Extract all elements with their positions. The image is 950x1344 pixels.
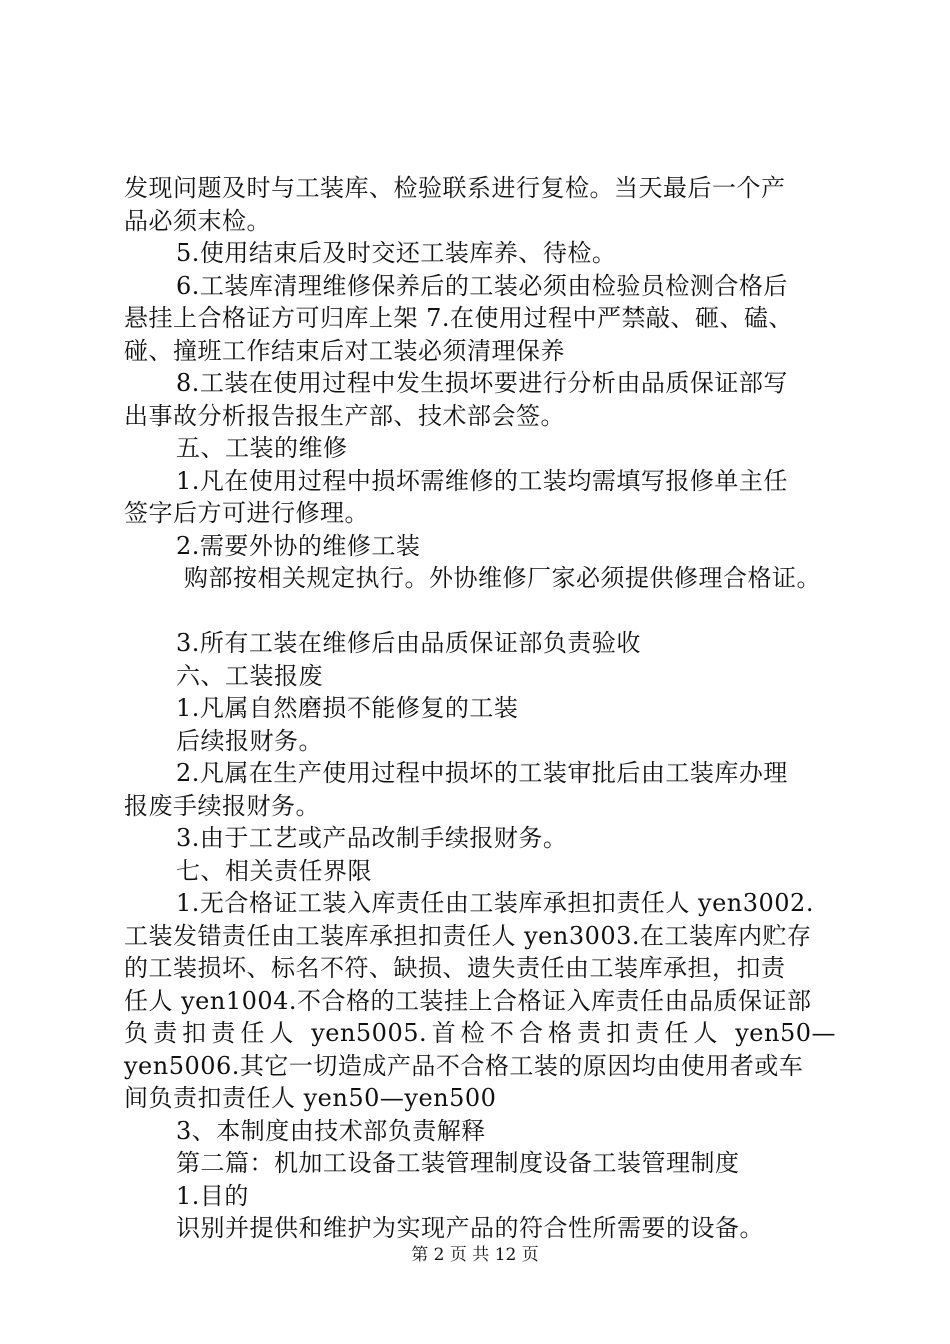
paragraph-line: 后续报财务。 xyxy=(176,726,323,755)
paragraph-line: 1.无合格证工装入库责任由工装库承担扣责任人 yen3002. xyxy=(176,889,814,917)
paragraph-line: 1.凡在使用过程中损坏需维修的工装均需填写报修单主任 xyxy=(176,466,788,495)
paragraph-line: yen5006.其它一切造成产品不合格工装的原因均由使用者或车 xyxy=(124,1051,804,1080)
paragraph-line: 碰、撞班工作结束后对工装必须清理保养 xyxy=(124,336,565,365)
paragraph-line: 3.所有工装在维修后由品质保证部负责验收 xyxy=(176,629,641,657)
page-number-footer: 第 2 页 共 12 页 xyxy=(411,1245,539,1265)
paragraph-line: 品必须末检。 xyxy=(124,206,271,235)
chapter-heading: 第二篇：机加工设备工装管理制度设备工装管理制度 xyxy=(176,1149,740,1177)
paragraph-line: 间负责扣责任人 yen50—yen500 xyxy=(124,1084,497,1112)
paragraph-line: 负责扣责任人 yen5005.首检不合格责扣责任人 yen50— xyxy=(124,1019,836,1047)
paragraph-line: 发现问题及时与工装库、检验联系进行复检。当天最后一个产 xyxy=(124,174,786,202)
paragraph-line: 工装发错责任由工装库承担扣责任人 yen3003.在工装库内贮存 xyxy=(124,921,812,950)
paragraph-line: 的工装损坏、标名不符、缺损、遗失责任由工装库承担，扣责 xyxy=(124,954,786,982)
section-heading: 七、相关责任界限 xyxy=(176,856,372,885)
section-heading: 六、工装报废 xyxy=(176,661,323,690)
paragraph-line: 5.使用结束后及时交还工装库养、待检。 xyxy=(176,239,617,267)
paragraph-line: 3.由于工艺或产品改制手续报财务。 xyxy=(176,824,568,852)
paragraph-line: 任人 yen1004.不合格的工装挂上合格证入库责任由品质保证部 xyxy=(124,986,812,1015)
paragraph-line: 1.凡属自然磨损不能修复的工装 xyxy=(176,694,519,722)
paragraph-line: 2.凡属在生产使用过程中损坏的工装审批后由工装库办理 xyxy=(176,759,788,787)
paragraph-line: 识别并提供和维护为实现产品的符合性所需要的设备。 xyxy=(176,1214,764,1242)
paragraph-line: 报废手续报财务。 xyxy=(124,791,320,820)
paragraph-line: 签字后方可进行修理。 xyxy=(124,499,369,527)
paragraph-line: 购部按相关规定执行。外协维修厂家必须提供修理合格证。 xyxy=(184,564,821,592)
document-body xyxy=(124,172,836,1245)
section-heading: 1.目的 xyxy=(176,1181,249,1210)
paragraph-gap xyxy=(124,595,836,628)
paragraph-line: 3、本制度由技术部负责解释 xyxy=(176,1116,486,1145)
paragraph-line: 2.需要外协的维修工装 xyxy=(176,531,421,560)
section-heading: 五、工装的维修 xyxy=(176,434,348,462)
paragraph-line: 悬挂上合格证方可归库上架 7.在使用过程中严禁敲、砸、磕、 xyxy=(124,304,794,332)
paragraph-line: 8.工装在使用过程中发生损坏要进行分析由品质保证部写 xyxy=(176,369,788,397)
paragraph-line: 出事故分析报告报生产部、技术部会签。 xyxy=(124,401,565,430)
paragraph-line: 6.工装库清理维修保养后的工装必须由检验员检测合格后 xyxy=(176,271,788,300)
